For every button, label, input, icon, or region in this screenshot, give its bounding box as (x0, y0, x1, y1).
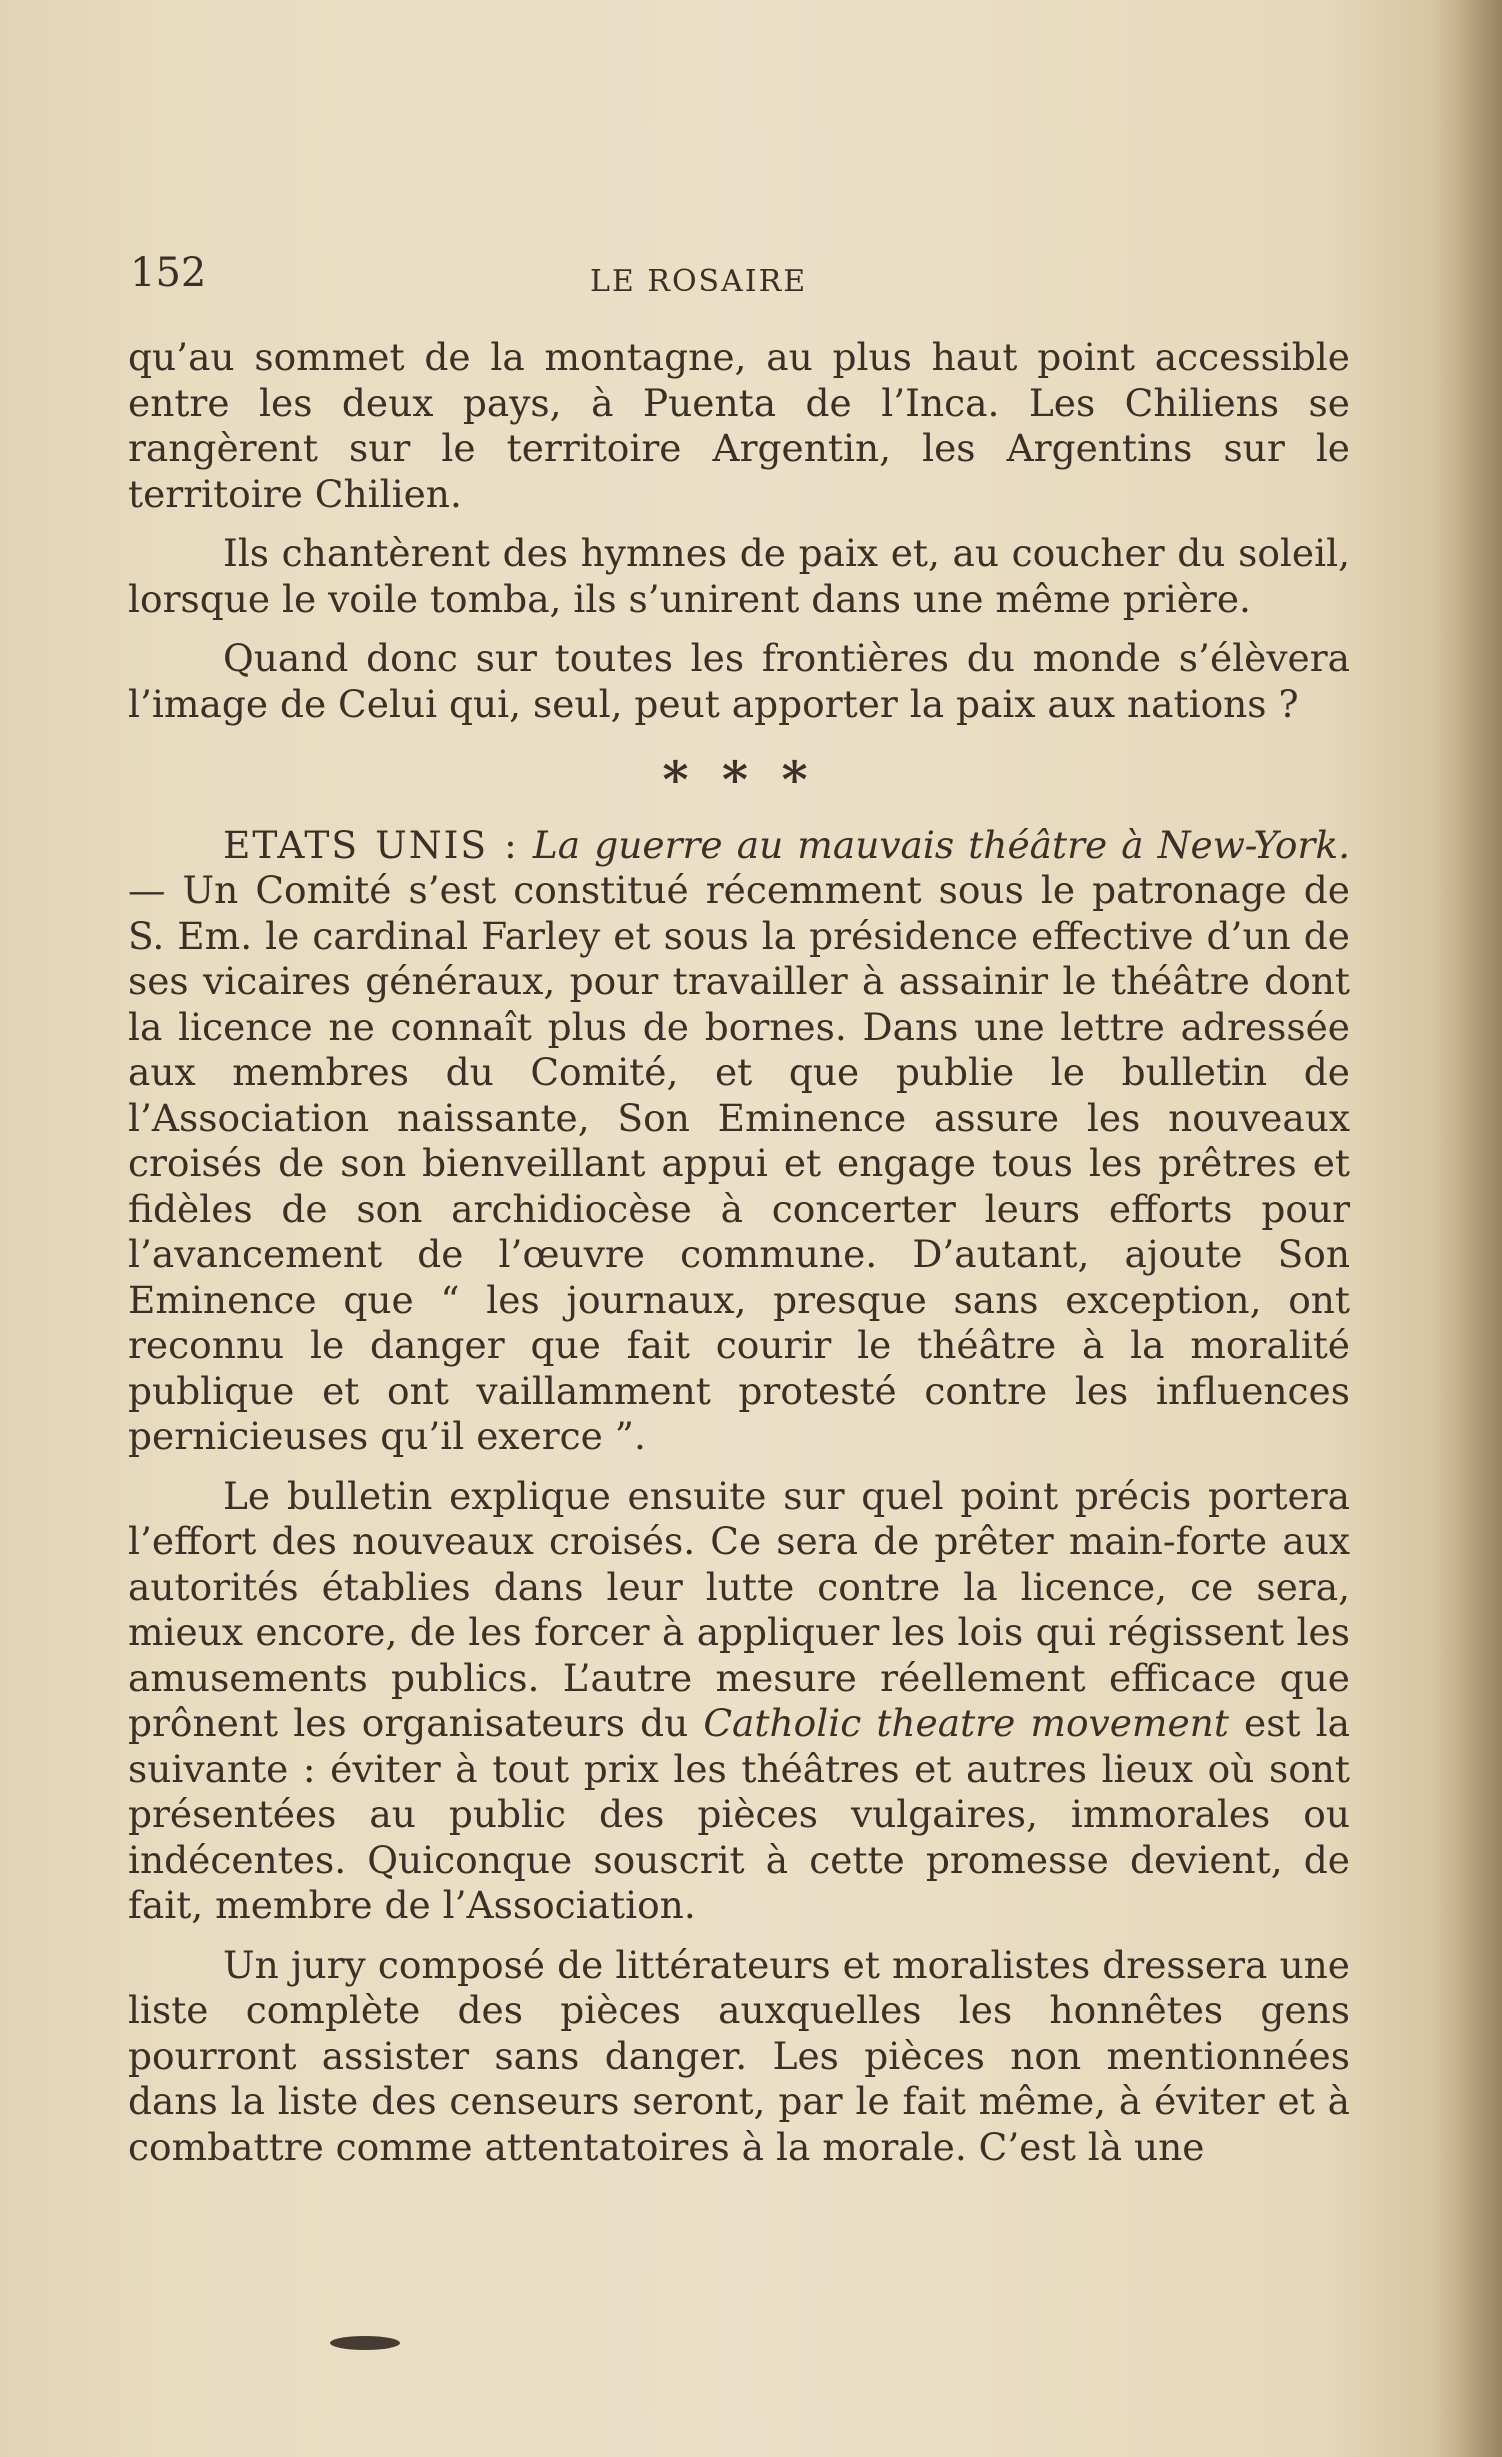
page-spine-shadow (1432, 0, 1502, 2457)
paragraph-6: Un jury composé de littérateurs et moralistes dressera une liste complète des pièces auxquelles les honnêtes gens pourront assister sans danger. Les pièces non mentionnées dans la liste des censeurs seront, par le fait même, à éviter et à combattre comme attentatoires à la morale. C’est là une (128, 1942, 1350, 2169)
paragraph-3: Quand donc sur toutes les frontières du monde s’élèvera l’image de Celui qui, seul, peut apporter la paix aux nations ? (128, 636, 1350, 726)
page-number: 152 (130, 250, 207, 296)
paragraph-5-italic: Catholic theatre movement (703, 1701, 1229, 1745)
paragraph-4-text: — Un Comité s’est constitué récemment sous le patronage de S. Em. le cardinal Farley et sous la présidence effective d’un de ses vicaires généraux, pour travailler à assainir le théâtre dont la licence ne connaît plus de bornes. Dans une lettre adressée aux membres du Comité, et que publie le bulletin de l’Association naissante, Son Eminence assure les nouveaux croisés de son bienveillant appui et engage tous les prêtres et fidèles de son archidiocèse à concerter leurs efforts pour l’avancement de l’œuvre commune. D’autant, ajoute Son Eminence que “ les journaux, presque sans exception, ont reconnu le danger que fait courir le théâtre à la moralité publique et ont vaillamment protesté contre les influences pernicieuses qu’il exerce ”. (128, 868, 1350, 1458)
paragraph-5 (128, 1474, 1350, 1929)
ink-smudge (330, 2336, 400, 2350)
paragraph-5-text-b: est la suivante : éviter à tout prix les théâtres et autres lieux où sont présentées au public des pièces vulgaires, immorales ou indécentes. Quiconque souscrit à cette promesse devient, de fait, membre de l’Association. (128, 1701, 1350, 1927)
section-heading-title: La guerre au mauvais théâtre à New-York. (532, 822, 1351, 867)
running-title: LE ROSAIRE (590, 264, 808, 299)
paragraph-1: qu’au sommet de la montagne, au plus haut point accessible entre les deux pays, à Puenta de l’Inca. Les Chiliens se rangèrent sur le territoire Argentin, les Argentins sur le territoire Chilien. (128, 335, 1350, 516)
paragraph-2: Ils chantèrent des hymnes de paix et, au coucher du soleil, lorsque le voile tomba, ils s’unirent dans une même prière. (128, 531, 1350, 621)
page-header (130, 250, 1330, 310)
paragraph-4 (128, 823, 1350, 1460)
paragraph-5-text-a: Le bulletin explique ensuite sur quel point précis portera l’effort des nouveaux croisés. Ce sera de prêter main-forte aux autorités établies dans leur lutte contre la licence, ce sera, mieux encore, de les forcer à appliquer les lois qui régissent les amusements publics. L’autre mesure réellement efficace que prônent les organisateurs du (128, 1473, 1350, 1745)
section-separator: * * * (662, 750, 816, 809)
page-body (128, 335, 1350, 2184)
section-heading-country: ETATS UNIS : (223, 822, 519, 867)
